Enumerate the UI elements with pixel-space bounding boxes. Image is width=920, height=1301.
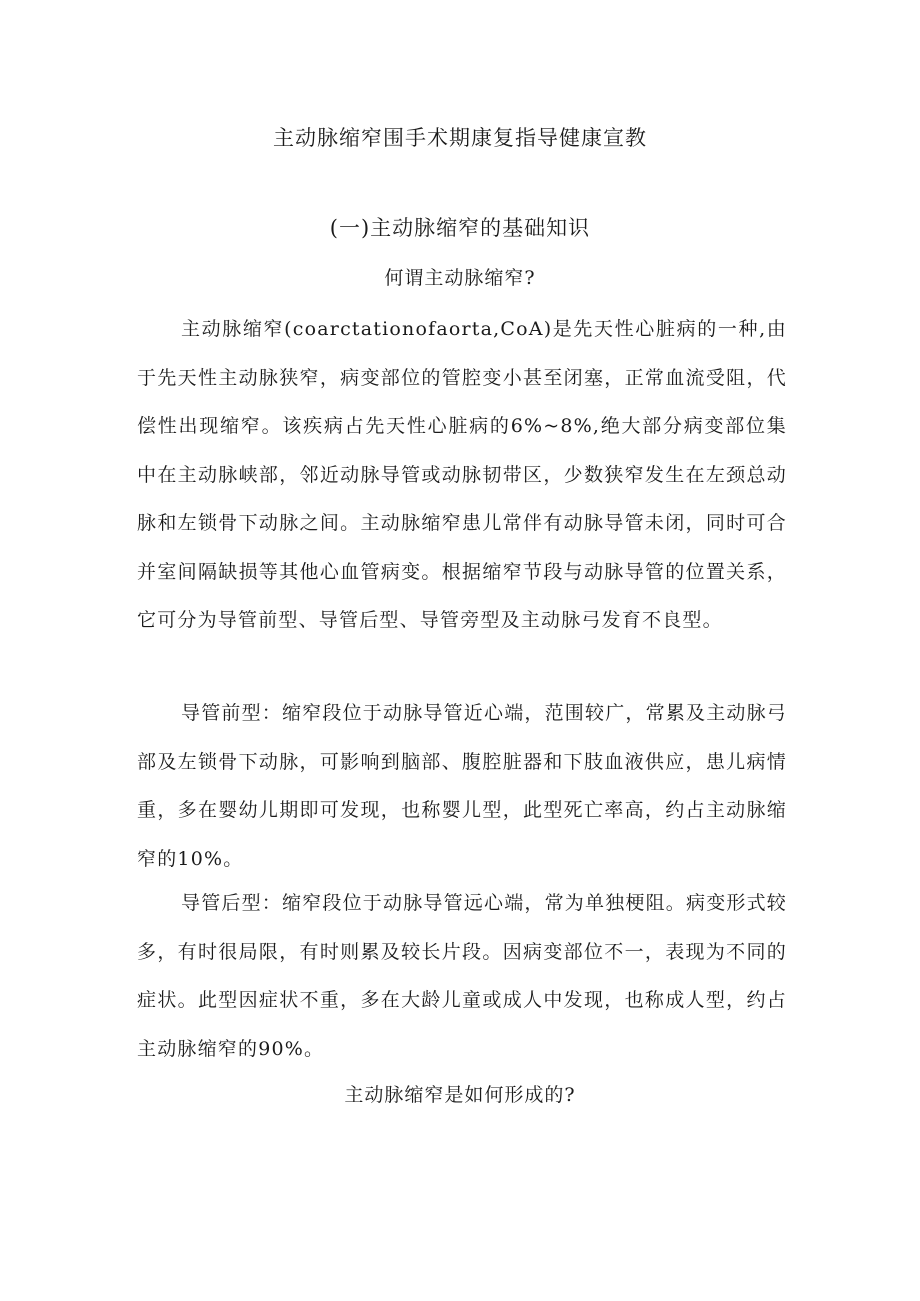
section-heading: (一)主动脉缩窄的基础知识 xyxy=(329,216,591,240)
document-title: 主动脉缩窄围手术期康复指导健康宣教 xyxy=(273,126,647,150)
question-heading-formation: 主动脉缩窄是如何形成的? xyxy=(344,1084,576,1106)
paragraph-preductal-type: 导管前型：缩窄段位于动脉导管近心端，范围较广，常累及主动脉弓部及左锁骨下动脉，可影响到脑部、腹腔脏器和下肢血液供应，患儿病情重，多在婴幼儿期即可发现，也称婴儿型，此型死亡率高，约占主动脉缩窄的10%。 xyxy=(137,702,788,870)
paragraph-postductal-type: 导管后型：缩窄段位于动脉导管远心端，常为单独梗阻。病变形式较多，有时很局限，有时则累及较长片段。因病变部位不一，表现为不同的症状。此型因症状不重，多在大龄儿童或成人中发现，也称成人型，约占主动脉缩窄的90%。 xyxy=(137,892,788,1060)
question-heading-what-is: 何谓主动脉缩窄? xyxy=(384,267,536,289)
paragraph-definition: 主动脉缩窄(coarctationofaorta,CoA)是先天性心脏病的一种,由于先天性主动脉狭窄，病变部位的管腔变小甚至闭塞，正常血流受阻，代偿性出现缩窄。该疾病占先天性心脏病的6%~8%,绝大部分病变部位集中在主动脉峡部，邻近动脉导管或动脉韧带区，少数狭窄发生在左颈总动脉和左锁骨下动脉之间。主动脉缩窄患儿常伴有动脉导管未闭，同时可合并室间隔缺损等其他心血管病变。根据缩窄节段与动脉导管的位置关系，它可分为导管前型、导管后型、导管旁型及主动脉弓发育不良型。 xyxy=(137,318,787,631)
